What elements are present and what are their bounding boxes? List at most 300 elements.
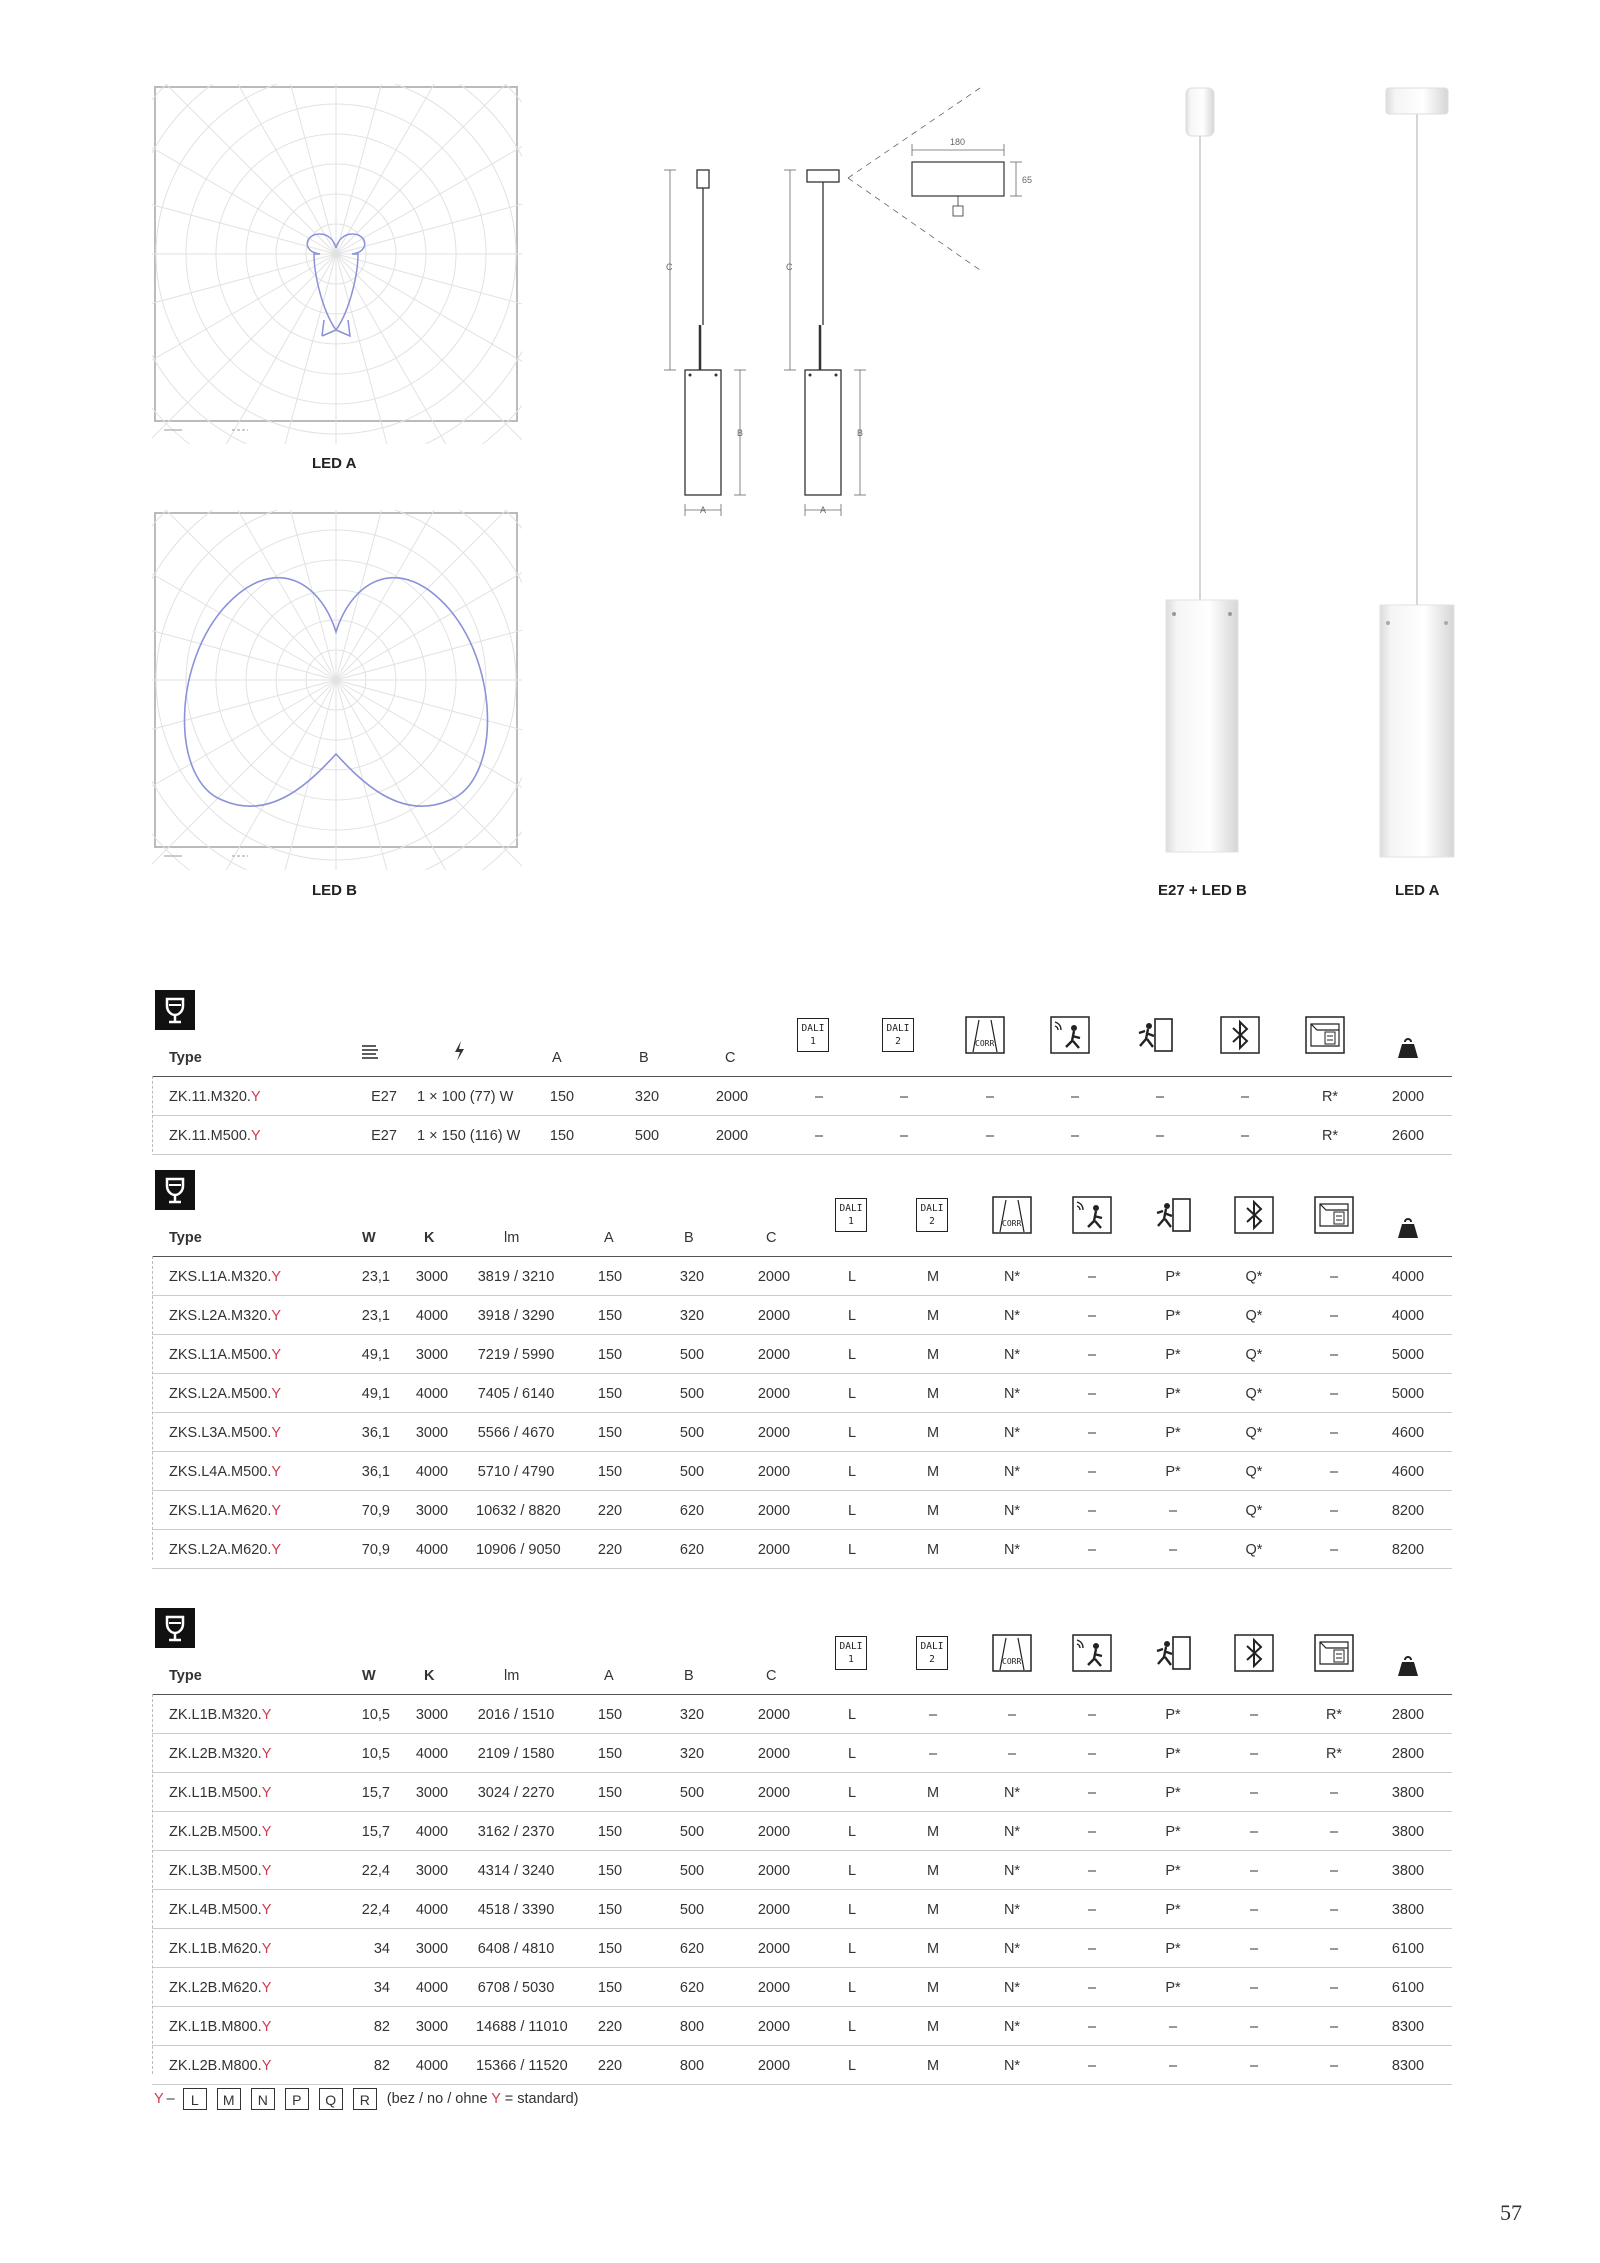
cell-lm: 10906 / 9050 <box>476 1542 561 1558</box>
cell-corr: N* <box>1003 1980 1021 1996</box>
cell-type: ZKS.L3A.M500.Y <box>169 1425 282 1441</box>
cell-lm: 4518 / 3390 <box>477 1902 555 1918</box>
cell-k: 4000 <box>415 1542 449 1558</box>
cell-type: ZK.L1B.M320.Y <box>169 1707 272 1723</box>
cell-d1: L <box>847 1425 857 1441</box>
corridor-icon <box>992 1196 1032 1234</box>
cell-wt: 2600 <box>1391 1128 1425 1144</box>
cell-corr: N* <box>1003 1308 1021 1324</box>
sensor-icon <box>1072 1634 1112 1672</box>
cell-emg: – <box>1155 1089 1165 1105</box>
cell-emg: P* <box>1165 1707 1181 1723</box>
cell-box: – <box>1329 2019 1339 2035</box>
cell-emg: P* <box>1165 1308 1181 1324</box>
cell-c: 2000 <box>757 1902 791 1918</box>
corridor-icon <box>992 1634 1032 1672</box>
pendant-body-left <box>1166 600 1238 852</box>
cell-c: 2000 <box>757 1707 791 1723</box>
cell-d1: L <box>847 1785 857 1801</box>
bluetooth-icon <box>1234 1196 1274 1234</box>
cell-d2: M <box>926 2019 940 2035</box>
cell-d2: M <box>926 1425 940 1441</box>
dali-2-icon: DALI 2 <box>882 1018 914 1052</box>
emergency-icon <box>1153 1196 1193 1234</box>
cell-corr: N* <box>1003 1503 1021 1519</box>
cell-sens: – <box>1087 1503 1097 1519</box>
cell-corr: N* <box>1003 1542 1021 1558</box>
dali-1-icon: DALI 1 <box>835 1636 867 1670</box>
product-photos <box>1140 80 1480 860</box>
cell-bt: – <box>1240 1128 1250 1144</box>
dali-2-icon: DALI 2 <box>916 1636 948 1670</box>
cell-bt: – <box>1249 1785 1259 1801</box>
cell-c: 2000 <box>757 1542 791 1558</box>
cell-cap: E27 <box>371 1128 397 1144</box>
dim-c-2: C <box>786 262 793 272</box>
cell-bt: Q* <box>1245 1464 1263 1480</box>
cell-c: 2000 <box>757 1386 791 1402</box>
table-led-a <box>152 1170 1452 1569</box>
cell-emg: P* <box>1165 1347 1181 1363</box>
cell-d2: M <box>926 1308 940 1324</box>
cell-k: 3000 <box>415 1863 449 1879</box>
cell-d2: M <box>926 1386 940 1402</box>
table-row <box>152 1116 1452 1155</box>
cell-w: 70,9 <box>361 1542 390 1558</box>
cell-w: 10,5 <box>361 1746 390 1762</box>
lamp-cap-icon <box>360 1042 380 1062</box>
cell-sens: – <box>1087 1824 1097 1840</box>
cell-type: ZK.11.M500.Y <box>169 1128 261 1144</box>
table-row <box>152 2046 1452 2085</box>
cell-type: ZKS.L1A.M320.Y <box>169 1269 282 1285</box>
cell-sens: – <box>1087 1347 1097 1363</box>
cell-lm: 7405 / 6140 <box>477 1386 555 1402</box>
cell-d2: M <box>926 1824 940 1840</box>
cell-type: ZK.L3B.M500.Y <box>169 1863 272 1879</box>
cell-a: 150 <box>597 1425 623 1441</box>
dimension-drawing <box>650 70 1040 530</box>
cell-bt: – <box>1249 1941 1259 1957</box>
cell-a: 150 <box>597 1308 623 1324</box>
cell-w: 36,1 <box>361 1464 390 1480</box>
cell-a: 150 <box>597 1785 623 1801</box>
cell-d1: L <box>847 1347 857 1363</box>
cell-d2: M <box>926 1863 940 1879</box>
table-row <box>152 1335 1452 1374</box>
cell-d2: M <box>926 1542 940 1558</box>
cell-type: ZKS.L2A.M500.Y <box>169 1386 282 1402</box>
cell-k: 4000 <box>415 1824 449 1840</box>
dali-1-icon: DALI 1 <box>797 1018 829 1052</box>
cell-box: R* <box>1321 1128 1339 1144</box>
cell-box: – <box>1329 1941 1339 1957</box>
cell-w: 49,1 <box>361 1386 390 1402</box>
cell-d1: L <box>847 1503 857 1519</box>
cell-b: 320 <box>679 1308 705 1324</box>
dali-1-icon: DALI 1 <box>835 1198 867 1232</box>
cell-c: 2000 <box>757 2019 791 2035</box>
cell-k: 4000 <box>415 1308 449 1324</box>
cell-w: 22,4 <box>361 1902 390 1918</box>
cell-wt: 3800 <box>1391 1863 1425 1879</box>
cell-a: 150 <box>597 1746 623 1762</box>
cell-emg: P* <box>1165 1746 1181 1762</box>
cell-w: 23,1 <box>361 1308 390 1324</box>
cell-k: 4000 <box>415 1902 449 1918</box>
cell-lm: 3819 / 3210 <box>477 1269 555 1285</box>
cell-k: 3000 <box>415 1347 449 1363</box>
cell-d1: L <box>847 2019 857 2035</box>
svg-text:CORR: CORR <box>975 1039 995 1048</box>
col-w: W <box>362 1230 376 1246</box>
col-type: Type <box>169 1050 202 1066</box>
cell-type: ZK.L2B.M620.Y <box>169 1980 272 1996</box>
cell-type: ZK.L4B.M500.Y <box>169 1902 272 1918</box>
cell-b: 500 <box>679 1386 705 1402</box>
cell-w: 82 <box>373 2019 390 2035</box>
wine-glass-icon <box>155 990 195 1030</box>
cell-d2: M <box>926 1902 940 1918</box>
cell-b: 500 <box>679 1785 705 1801</box>
cell-c: 2000 <box>715 1089 749 1105</box>
cell-a: 150 <box>549 1128 575 1144</box>
cell-d2: – <box>928 1707 938 1723</box>
cell-d2: – <box>899 1089 909 1105</box>
cell-corr: N* <box>1003 1347 1021 1363</box>
cell-w: 22,4 <box>361 1863 390 1879</box>
cell-power: 1 × 100 (77) W <box>417 1089 514 1105</box>
table-row <box>152 1734 1452 1773</box>
cell-lm: 5566 / 4670 <box>477 1425 555 1441</box>
cell-d2: M <box>926 1503 940 1519</box>
dim-c-1: C <box>666 262 673 272</box>
cell-corr: N* <box>1003 1464 1021 1480</box>
cell-b: 320 <box>679 1269 705 1285</box>
sensor-icon <box>1072 1196 1112 1234</box>
cell-sens: – <box>1087 1269 1097 1285</box>
cell-corr: N* <box>1003 1269 1021 1285</box>
cell-emg: P* <box>1165 1941 1181 1957</box>
cell-wt: 4600 <box>1391 1464 1425 1480</box>
cell-emg: P* <box>1165 1863 1181 1879</box>
cell-box: – <box>1329 1308 1339 1324</box>
cell-c: 2000 <box>757 1746 791 1762</box>
cell-d2: M <box>926 1980 940 1996</box>
cell-lm: 5710 / 4790 <box>477 1464 555 1480</box>
cell-sens: – <box>1087 1746 1097 1762</box>
cell-box: – <box>1329 1542 1339 1558</box>
cell-type: ZK.L2B.M800.Y <box>169 2058 272 2074</box>
cell-d1: L <box>847 1746 857 1762</box>
cell-d1: L <box>847 1386 857 1402</box>
option-legend <box>154 2088 579 2110</box>
bluetooth-icon <box>1234 1634 1274 1672</box>
cell-a: 150 <box>597 1902 623 1918</box>
dim-a-1: A <box>700 505 707 515</box>
cell-corr: N* <box>1003 1863 1021 1879</box>
cell-c: 2000 <box>757 1464 791 1480</box>
table-row <box>152 1413 1452 1452</box>
cell-box: – <box>1329 1902 1339 1918</box>
cell-box: – <box>1329 1785 1339 1801</box>
cell-c: 2000 <box>757 1347 791 1363</box>
cell-corr: N* <box>1003 2019 1021 2035</box>
cell-a: 150 <box>597 1941 623 1957</box>
cell-c: 2000 <box>757 1980 791 1996</box>
cell-type: ZK.L1B.M500.Y <box>169 1785 272 1801</box>
legend-option-p: P <box>285 2088 309 2110</box>
table-row <box>152 2007 1452 2046</box>
table-row <box>152 1929 1452 1968</box>
cell-wt: 4000 <box>1391 1269 1425 1285</box>
table-led-b <box>152 1608 1452 2085</box>
col-type: Type <box>169 1668 202 1684</box>
cell-corr: – <box>985 1128 995 1144</box>
cell-corr: N* <box>1003 1785 1021 1801</box>
cell-a: 150 <box>597 1386 623 1402</box>
table-row <box>152 1257 1452 1296</box>
cell-wt: 3800 <box>1391 1785 1425 1801</box>
cell-corr: N* <box>1003 1425 1021 1441</box>
cell-wt: 8200 <box>1391 1542 1425 1558</box>
legend-option-l: L <box>183 2088 207 2110</box>
cell-type: ZKS.L1A.M620.Y <box>169 1503 282 1519</box>
dim-180: 180 <box>950 137 966 147</box>
cell-emg: – <box>1168 1542 1178 1558</box>
cell-sens: – <box>1087 1941 1097 1957</box>
cell-c: 2000 <box>757 1269 791 1285</box>
cell-wt: 4000 <box>1391 1308 1425 1324</box>
cell-k: 3000 <box>415 1785 449 1801</box>
cell-bt: – <box>1249 1902 1259 1918</box>
cell-bt: Q* <box>1245 1386 1263 1402</box>
table-header <box>152 990 1452 1077</box>
cell-type: ZK.L1B.M800.Y <box>169 2019 272 2035</box>
cell-type: ZK.L2B.M320.Y <box>169 1746 272 1762</box>
cell-box: – <box>1329 1347 1339 1363</box>
cell-a: 220 <box>597 2058 623 2074</box>
cell-box: – <box>1329 1980 1339 1996</box>
cell-box: – <box>1329 1425 1339 1441</box>
cell-sens: – <box>1087 1542 1097 1558</box>
cell-a: 150 <box>597 1464 623 1480</box>
cell-lm: 6708 / 5030 <box>477 1980 555 1996</box>
table-row <box>152 1530 1452 1569</box>
cell-corr: – <box>1007 1746 1017 1762</box>
cell-lm: 7219 / 5990 <box>477 1347 555 1363</box>
cell-d1: L <box>847 1269 857 1285</box>
cell-bt: – <box>1249 1863 1259 1879</box>
table-row <box>152 1968 1452 2007</box>
dim-a-2: A <box>820 505 827 515</box>
cell-d1: – <box>814 1089 824 1105</box>
cell-cap: E27 <box>371 1089 397 1105</box>
cell-c: 2000 <box>715 1128 749 1144</box>
legend-option-n: N <box>251 2088 275 2110</box>
cell-box: – <box>1329 1386 1339 1402</box>
cell-d2: – <box>928 1746 938 1762</box>
table-row <box>152 1491 1452 1530</box>
cell-wt: 2800 <box>1391 1746 1425 1762</box>
table-row <box>152 1812 1452 1851</box>
cell-box: R* <box>1321 1089 1339 1105</box>
cell-bt: Q* <box>1245 1269 1263 1285</box>
cell-box: – <box>1329 1863 1339 1879</box>
cell-wt: 2800 <box>1391 1707 1425 1723</box>
cell-wt: 5000 <box>1391 1347 1425 1363</box>
cell-c: 2000 <box>757 1425 791 1441</box>
cell-k: 4000 <box>415 1386 449 1402</box>
cell-lm: 10632 / 8820 <box>476 1503 561 1519</box>
cell-sens: – <box>1087 1386 1097 1402</box>
table-row <box>152 1077 1452 1116</box>
pendant-canopy-right <box>1386 88 1448 114</box>
legend-option-m: M <box>217 2088 241 2110</box>
cell-a: 150 <box>597 1980 623 1996</box>
cell-sens: – <box>1087 1707 1097 1723</box>
caption-led-b: LED B <box>312 882 357 899</box>
power-icon <box>452 1040 466 1062</box>
cell-d1: L <box>847 1464 857 1480</box>
caption-led-a: LED A <box>312 455 357 472</box>
cell-w: 15,7 <box>361 1824 390 1840</box>
cell-b: 500 <box>679 1824 705 1840</box>
cell-lm: 3024 / 2270 <box>477 1785 555 1801</box>
cell-lm: 2016 / 1510 <box>477 1707 555 1723</box>
cell-b: 500 <box>679 1464 705 1480</box>
dim-b-2: B <box>857 428 864 438</box>
cell-a: 150 <box>597 1863 623 1879</box>
table-row <box>152 1851 1452 1890</box>
dim-65: 65 <box>1022 175 1033 185</box>
cell-bt: – <box>1249 1707 1259 1723</box>
cell-wt: 8200 <box>1391 1503 1425 1519</box>
cell-corr: – <box>1007 1707 1017 1723</box>
cell-box: – <box>1329 1464 1339 1480</box>
cell-sens: – <box>1087 1425 1097 1441</box>
cell-corr: – <box>985 1089 995 1105</box>
table-header <box>152 1608 1452 1695</box>
cell-bt: Q* <box>1245 1347 1263 1363</box>
cell-d2: M <box>926 1785 940 1801</box>
cell-sens: – <box>1087 1308 1097 1324</box>
legend-note: (bez / no / ohne Y = standard) <box>386 2091 579 2107</box>
cell-box: – <box>1329 2058 1339 2074</box>
cell-b: 500 <box>679 1863 705 1879</box>
table-row <box>152 1374 1452 1413</box>
cell-lm: 3918 / 3290 <box>477 1308 555 1324</box>
caption-led-a-photo: LED A <box>1395 882 1440 899</box>
cell-type: ZK.L2B.M500.Y <box>169 1824 272 1840</box>
cell-b: 320 <box>679 1746 705 1762</box>
cell-emg: P* <box>1165 1269 1181 1285</box>
cell-corr: N* <box>1003 1941 1021 1957</box>
cell-corr: N* <box>1003 1386 1021 1402</box>
cell-sens: – <box>1070 1128 1080 1144</box>
cell-d1: L <box>847 1902 857 1918</box>
cell-type: ZKS.L2A.M320.Y <box>169 1308 282 1324</box>
weight-icon <box>1397 1654 1419 1678</box>
cell-d1: L <box>847 1542 857 1558</box>
cell-w: 23,1 <box>361 1269 390 1285</box>
cell-bt: Q* <box>1245 1542 1263 1558</box>
cell-lm: 15366 / 11520 <box>476 2058 568 2074</box>
wine-glass-icon <box>155 1170 195 1210</box>
plaster-box-icon <box>1314 1634 1354 1672</box>
cell-bt: Q* <box>1245 1425 1263 1441</box>
cell-d2: M <box>926 1347 940 1363</box>
sensor-icon <box>1050 1016 1090 1054</box>
legend-y: Y <box>154 2091 164 2107</box>
col-k: K <box>424 1230 435 1246</box>
col-lm: lm <box>504 1668 520 1684</box>
cell-sens: – <box>1070 1089 1080 1105</box>
cell-d1: L <box>847 2058 857 2074</box>
cell-b: 620 <box>679 1542 705 1558</box>
cell-d1: L <box>847 1980 857 1996</box>
cell-emg: – <box>1168 1503 1178 1519</box>
cell-type: ZKS.L1A.M500.Y <box>169 1347 282 1363</box>
cell-box: – <box>1329 1503 1339 1519</box>
cell-w: 34 <box>373 1941 390 1957</box>
cell-d2: – <box>899 1128 909 1144</box>
cell-a: 150 <box>597 1269 623 1285</box>
cell-emg: P* <box>1165 1980 1181 1996</box>
cell-emg: – <box>1168 2058 1178 2074</box>
cell-b: 320 <box>679 1707 705 1723</box>
bluetooth-icon <box>1220 1016 1260 1054</box>
pendant-canopy-left <box>1186 88 1214 136</box>
cell-a: 220 <box>597 1542 623 1558</box>
cell-bt: Q* <box>1245 1308 1263 1324</box>
cell-w: 82 <box>373 2058 390 2074</box>
cell-lm: 14688 / 11010 <box>476 2019 568 2035</box>
cell-bt: – <box>1249 2058 1259 2074</box>
cell-c: 2000 <box>757 1785 791 1801</box>
wine-glass-icon <box>155 1608 195 1648</box>
cell-sens: – <box>1087 2058 1097 2074</box>
cell-emg: P* <box>1165 1902 1181 1918</box>
cell-k: 3000 <box>415 1269 449 1285</box>
cell-w: 70,9 <box>361 1503 390 1519</box>
col-b: B <box>684 1230 694 1246</box>
cell-box: – <box>1329 1269 1339 1285</box>
cell-wt: 2000 <box>1391 1089 1425 1105</box>
cell-b: 800 <box>679 2058 705 2074</box>
table-row <box>152 1695 1452 1734</box>
cell-d2: M <box>926 1941 940 1957</box>
table-row <box>152 1452 1452 1491</box>
cell-c: 2000 <box>757 1308 791 1324</box>
plaster-box-icon <box>1305 1016 1345 1054</box>
legend-dash: – <box>166 2091 175 2107</box>
cell-c: 2000 <box>757 1824 791 1840</box>
col-type: Type <box>169 1230 202 1246</box>
cell-bt: Q* <box>1245 1503 1263 1519</box>
cell-d1: – <box>814 1128 824 1144</box>
cell-bt: – <box>1249 1824 1259 1840</box>
cell-b: 500 <box>679 1425 705 1441</box>
cell-sens: – <box>1087 1902 1097 1918</box>
cell-b: 620 <box>679 1980 705 1996</box>
weight-icon <box>1397 1216 1419 1240</box>
cell-d2: M <box>926 1269 940 1285</box>
cell-lm: 3162 / 2370 <box>477 1824 555 1840</box>
corridor-icon <box>965 1016 1005 1054</box>
cell-b: 800 <box>679 2019 705 2035</box>
polar-diagram-led-b <box>152 510 522 870</box>
